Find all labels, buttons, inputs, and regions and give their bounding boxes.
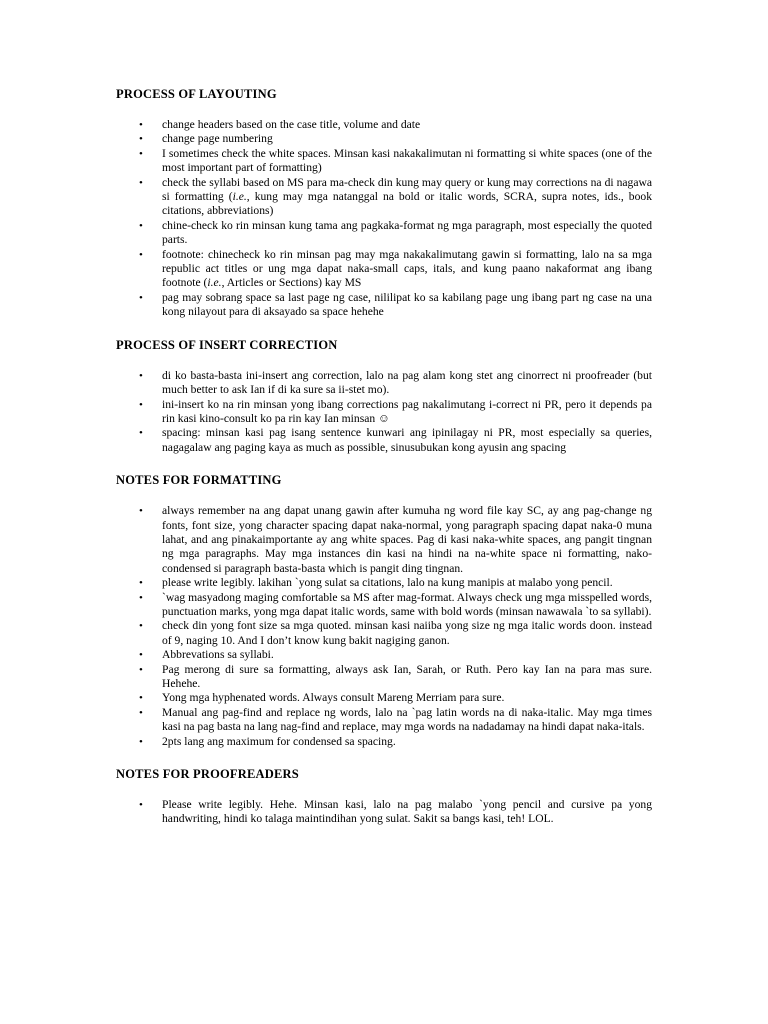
list-item xyxy=(116,691,652,705)
item-text: Abbrevations sa syllabi. xyxy=(162,648,274,662)
item-text: I sometimes check the white spaces. Minsan kasi nakakalimutan ni formatting si white spaces (one of the most important part of formatting) xyxy=(162,146,652,175)
item-text: Yong mga hyphenated words. Always consult Mareng Merriam para sure. xyxy=(162,691,505,705)
item-text: Please write legibly. Hehe. Minsan kasi, lalo na pag malabo `yong pencil and cursive pa yong handwriting, hindi ko talaga maintindihan yong sulat. Sakit sa bangs kasi, teh! LOL. xyxy=(162,798,652,826)
bullet-list xyxy=(116,504,652,749)
list-item xyxy=(116,398,652,427)
item-text: Manual ang pag-find and replace ng words, lalo na `pag latin words na di naka-italic. May mga times kasi na pag basta na lang nag-find and replace, may mga words na nadadamay na hindi dapat naka-itals. xyxy=(162,705,652,734)
section-heading: PROCESS OF LAYOUTING xyxy=(116,87,277,101)
list-item xyxy=(116,118,652,132)
list-item xyxy=(116,248,652,291)
list-item xyxy=(116,291,652,320)
item-text: , Articles or Sections) kay MS xyxy=(221,276,362,290)
item-text: spacing: minsan kasi pag isang sentence kunwari ang ipinilagay ni PR, most especially sa queries, nagagalaw ang paging kaya as much as possible, sinusubukan kong ayusin ang spacing xyxy=(162,426,652,454)
item-text: please write legibly. lakihan `yong sulat sa citations, lalo na kung manipis at malabo yong pencil. xyxy=(162,576,613,590)
list-item xyxy=(116,663,652,692)
item-text: check din yong font size sa mga quoted. minsan kasi naiiba yong size ng mga italic words doon. instead of 9, naging 10. And I don’t know kung bakit nagiging ganon. xyxy=(162,619,652,647)
item-text: always remember na ang dapat unang gawin after kumuha ng word file kay SC, ay ang pag-change ng fonts, font size, yong character spacing dapat naka-normal, yong paragraph spacing dapat naka-0 muna lahat, and ang pinakaimportante ay ang white spaces. Pag di kasi naka-white spaces, ang pangit tingnan ng mga paragraphs. May mga instances din kasi na hindi na na-white space ni formatting, nako-condensed si paragraph basta-basta which is pangit ding tingnan. xyxy=(162,504,652,575)
item-text: pag may sobrang space sa last page ng case, nililipat ko sa kabilang page ung ibang part ng case na una kong nilayout para di aksayado sa space hehehe xyxy=(162,290,652,319)
list-item xyxy=(116,426,652,455)
list-item xyxy=(116,798,652,827)
list-item xyxy=(116,619,652,648)
list-item xyxy=(116,219,652,248)
document-body xyxy=(116,86,652,844)
item-text: Pag merong di sure sa formatting, always ask Ian, Sarah, or Ruth. Pero kay Ian na para mas sure. Hehehe. xyxy=(162,662,652,690)
italic-text: i.e. xyxy=(232,190,247,204)
item-text: check the syllabi based on MS para ma-check din kung may query or kung may corrections na di nagawa si formatting ( xyxy=(162,175,652,204)
list-item xyxy=(116,735,652,749)
list-item xyxy=(116,591,652,620)
list-item xyxy=(116,147,652,176)
list-item xyxy=(116,176,652,219)
item-text: change headers based on the case title, volume and date xyxy=(162,118,421,131)
item-text: 2pts lang ang maximum for condensed sa spacing. xyxy=(162,734,396,748)
item-text: chine-check ko rin minsan kung tama ang pagkaka-format ng mga paragraph, most especially the quoted parts. xyxy=(162,218,652,247)
list-item xyxy=(116,504,652,576)
section-heading: NOTES FOR PROOFREADERS xyxy=(116,767,299,782)
section-heading: NOTES FOR FORMATTING xyxy=(116,473,282,488)
item-text: `wag masyadong maging comfortable sa MS after mag-format. Always check ung mga misspelled words, punctuation marks, yong mga dapat italic words, same with bold words (minsan nawawala `to sa syllabi). xyxy=(162,590,652,618)
item-text: , kung may mga natanggal na bold or italic words, SCRA, supra notes, ids., book citations, abbreviations) xyxy=(162,190,652,218)
list-item xyxy=(116,648,652,662)
item-text: di ko basta-basta ini-insert ang correction, lalo na pag alam kong stet ang cinorrect ni proofreader (but much better to ask Ian if di ka sure sa ii-stet mo). xyxy=(162,368,652,397)
list-item xyxy=(116,132,652,146)
list-item xyxy=(116,706,652,735)
bullet-list xyxy=(116,369,652,455)
item-text: ini-insert ko na rin minsan yong ibang corrections pag nakalimutang i-correct ni PR, pero it depends pa rin kasi kino-consult ko pa rin kay Ian minsan ☺ xyxy=(162,397,652,425)
bullet-list xyxy=(116,118,652,320)
italic-text: i.e. xyxy=(207,276,222,290)
section-heading: PROCESS OF INSERT CORRECTION xyxy=(116,337,338,352)
list-item xyxy=(116,576,652,590)
item-text: footnote: chinecheck ko rin minsan pag may mga nakakalimutang gawin si formatting, lalo na sa mga republic act titles or ung mga dapat naka-small caps, itals, and kung paano nakaformat ang ibang footnote ( xyxy=(162,247,652,290)
bullet-list xyxy=(116,798,652,827)
item-text: change page numbering xyxy=(162,132,273,146)
list-item xyxy=(116,369,652,398)
